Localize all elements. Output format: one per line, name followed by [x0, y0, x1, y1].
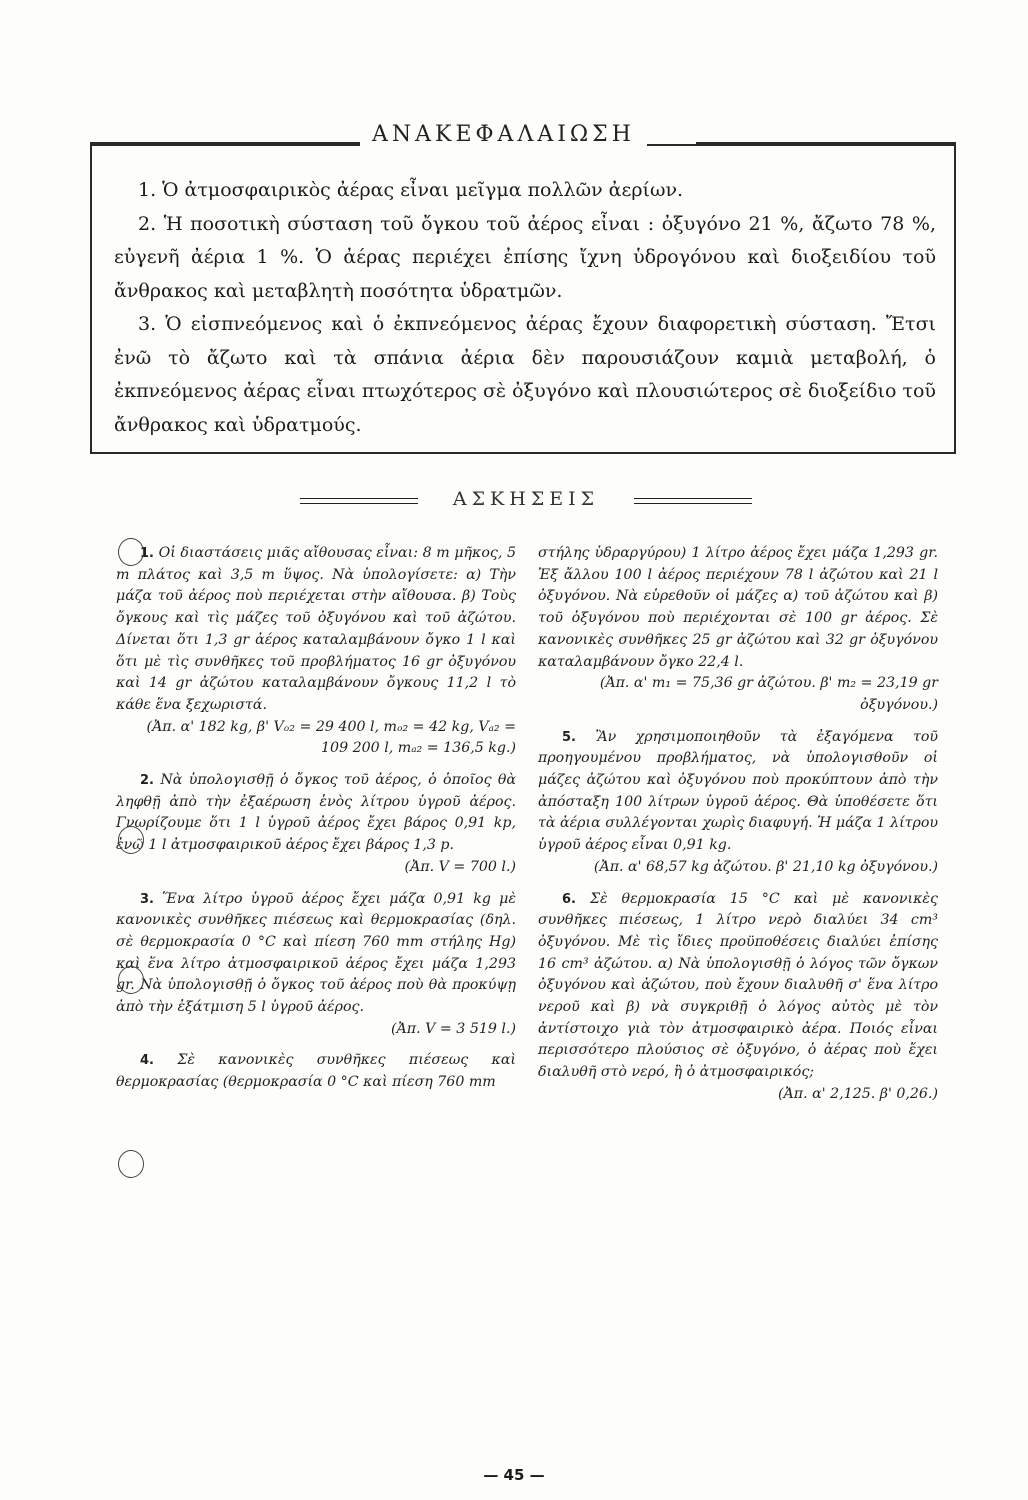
exercise-4-continued: στήλης ὑδραργύρου) 1 λίτρο ἀέρος ἔχει μάζα 1,293 gr. Ἐξ ἄλλου 100 l ἀέρος περιέχουν 78 l ἀζώτου καὶ 21 l ὀξυγόνου. Νὰ εὑρεθοῦν οἱ μάζες α) τοῦ ἀζώτου καὶ β) τοῦ ὀξυγόνου ποὺ περιέχονται σὲ 100 gr ἀέρος. Σὲ κανονικὲς συνθῆκες 25 gr ἀζώτου καὶ 32 gr ὀξυγόνου καταλαμβάνουν ὄγκο 22,4 l. — [538, 545, 938, 670]
summary-item-1: 1. Ὁ ἀτμοσφαιρικὸς ἀέρας εἶναι μεῖγμα πολλῶν ἀερίων. — [138, 179, 684, 201]
exercise-5: 5. Ἂν χρησιμοποιηθοῦν τὰ ἐξαγόμενα τοῦ προηγουμένου προβλήματος, νὰ ὑπολογισθοῦν οἱ μάζες ἀζώτου καὶ ὀξυγόνου ποὺ προκύπτουν ἀπὸ τὴν ἀπόσταξη 100 λίτρων ὑγροῦ ἀέρος. Θὰ ὑποθέσετε ὅτι τὰ ἀέρια συλλέγονται χωρὶς διαφυγή. Ἡ μάζα 1 λίτρου ὑγροῦ ἀέρος εἶναι 0,91 kg. — [538, 728, 938, 854]
exercise-3: 3. Ἕνα λίτρο ὑγροῦ ἀέρος ἔχει μάζα 0,91 kg μὲ κανονικὲς συνθῆκες πιέσεως καὶ θερμοκρασίας (δηλ. σὲ θερμοκρασία 0 °C καὶ πίεση 760 mm στήλης Hg) καὶ ἕνα λίτρο ἀτμοσφαιρικοῦ ἀέρος ἔχει μάζα 1,293 gr. Νὰ ὑπολογισθῇ ὁ ὄγκος τοῦ ἀέρος ποὺ θὰ προκύψῃ ἀπὸ τὴν ἐξάτμιση 5 l ὑγροῦ ἀέρος. — [116, 890, 516, 1016]
exercises-heading — [300, 488, 752, 518]
exercise-6: 6. Σὲ θερμοκρασία 15 °C καὶ μὲ κανονικὲς συνθῆκες πιέσεως, 1 λίτρο νερὸ διαλύει 34 cm³ ὀξυγόνου. Μὲ τὶς ἴδιες προϋποθέσεις διαλύει ἐπίσης 16 cm³ ἀζώτου. α) Νὰ ὑπολογισθῇ ὁ λόγος τῶν ὄγκων ὀξυγόνου καὶ ἀζώτου, ποὺ ἔχουν διαλυθῆ σ' ἕνα λίτρο νεροῦ καὶ β) νὰ συγκριθῇ ὁ λόγος αὐτὸς μὲ τὸν ἀντίστοιχο γιὰ τὸν ἀτμοσφαιρικὸ ἀέρα. Ποιός εἶναι περισσότερο πλούσιος σὲ ὀξυγόνο, ὁ ἀέρας ποὺ ἔχει διαλυθῆ στὸ νερό, ἢ ὁ ἀτμοσφαιρικός; — [538, 890, 938, 1081]
exercise-6-answer: (Ἀπ. α' 2,125. β' 0,26.) — [778, 1085, 938, 1102]
exercise-3-answer: (Ἀπ. V = 3 519 l.) — [391, 1020, 516, 1037]
exercise-4: 4. Σὲ κανονικὲς συνθῆκες πιέσεως καὶ θερμοκρασίας (θερμοκρασία 0 °C καὶ πίεση 760 mm — [116, 1052, 516, 1091]
summary-item-2: 2. Ἡ ποσοτικὴ σύσταση τοῦ ὄγκου τοῦ ἀέρος εἶναι : ὀξυγόνο 21 %, ἄζωτο 78 %, εὐγενῆ ἀέρια 1 %. Ὁ ἀέρας περιέχει ἐπίσης ἴχνη ὑδρογόνου καὶ διοξειδίου τοῦ ἄνθρακος καὶ μεταβλητὴ ποσότητα ὑδρατμῶν. — [114, 212, 936, 302]
exercise-2-answer: (Ἀπ. V = 700 l.) — [404, 858, 516, 875]
exercise-5-answer: (Ἀπ. α' 68,57 kg ἀζώτου. β' 21,10 kg ὀξυγόνου.) — [593, 858, 938, 875]
handwritten-circle-mark — [118, 826, 144, 854]
heading-rule-left — [300, 498, 418, 504]
summary-title-rule — [90, 142, 360, 144]
handwritten-circle-mark — [118, 966, 144, 994]
exercise-1: 1. Οἱ διαστάσεις μιᾶς αἴθουσας εἶναι: 8 m μῆκος, 5 m πλάτος καὶ 3,5 m ὕψος. Νὰ ὑπολογίσετε: α) Τὴν μάζα τοῦ ἀέρος ποὺ περιέχεται στὴν αἴθουσα. β) Τοὺς ὄγκους καὶ τὶς μάζες τοῦ ὀξυγόνου καὶ τοῦ ἀζώτου. Δίνεται ὅτι 1,3 gr ἀέρος καταλαμβάνουν ὄγκο 1 l καὶ ὅτι μὲ τὶς συνθῆκες τοῦ προβλήματος 16 gr ὀξυγόνου καὶ 14 gr ἀζώτου καταλαμβάνουν ὄγκους 11,2 l τὸ κάθε ἕνα ξεχωριστά. — [116, 545, 516, 713]
page-number: — 45 — — [483, 1466, 545, 1484]
summary-title: ΑΝΑΚΕΦΑΛΑΙΩΣΗ — [360, 122, 647, 147]
exercise-2: 2. Νὰ ὑπολογισθῇ ὁ ὄγκος τοῦ ἀέρος, ὁ ὁποῖος θὰ ληφθῇ ἀπὸ τὴν ἐξαέρωση ἑνὸς λίτρου ὑγροῦ ἀέρος. Γνωρίζουμε ὅτι 1 l ὑγροῦ ἀέρος ἔχει βάρος 0,91 kp, ἐνῶ 1 l ἀτμοσφαιρικοῦ ἀέρος ἔχει βάρος 1,3 p. — [116, 772, 516, 854]
summary-title-rule — [696, 142, 956, 144]
exercise-1-answer: (Ἀπ. α' 182 kg, β' Vₒ₂ = 29 400 l, mₒ₂ = 42 kg, Vₐ₂ = 109 200 l, mₐ₂ = 136,5 kg.) — [146, 718, 516, 757]
summary-text — [114, 174, 936, 442]
heading-rule-right — [634, 498, 752, 504]
exercise-4-answer: (Ἀπ. α' m₁ = 75,36 gr ἀζώτου. β' m₂ = 23,19 gr ὀξυγόνου.) — [599, 675, 938, 713]
summary-item-3: 3. Ὁ εἰσπνεόμενος καὶ ὁ ἐκπνεόμενος ἀέρας ἔχουν διαφορετικὴ σύσταση. Ἔτσι ἐνῶ τὸ ἄζωτο καὶ τὰ σπάνια ἀέρια δὲν παρουσιάζουν καμιὰ μεταβολή, ὁ ἐκπνεόμενος ἀέρας εἶναι πτωχότερος σὲ ὀξυγόνο καὶ πλουσιώτερος σὲ διοξείδιο τοῦ ἄνθρακος καὶ ὑδρατμούς. — [114, 313, 936, 436]
handwritten-circle-mark — [118, 1150, 144, 1178]
handwritten-circle-mark — [118, 538, 144, 566]
exercises-left-column — [116, 543, 516, 1094]
exercises-title: ΑΣΚΗΣΕΙΣ — [452, 488, 600, 510]
exercises-right-column — [538, 543, 938, 1106]
